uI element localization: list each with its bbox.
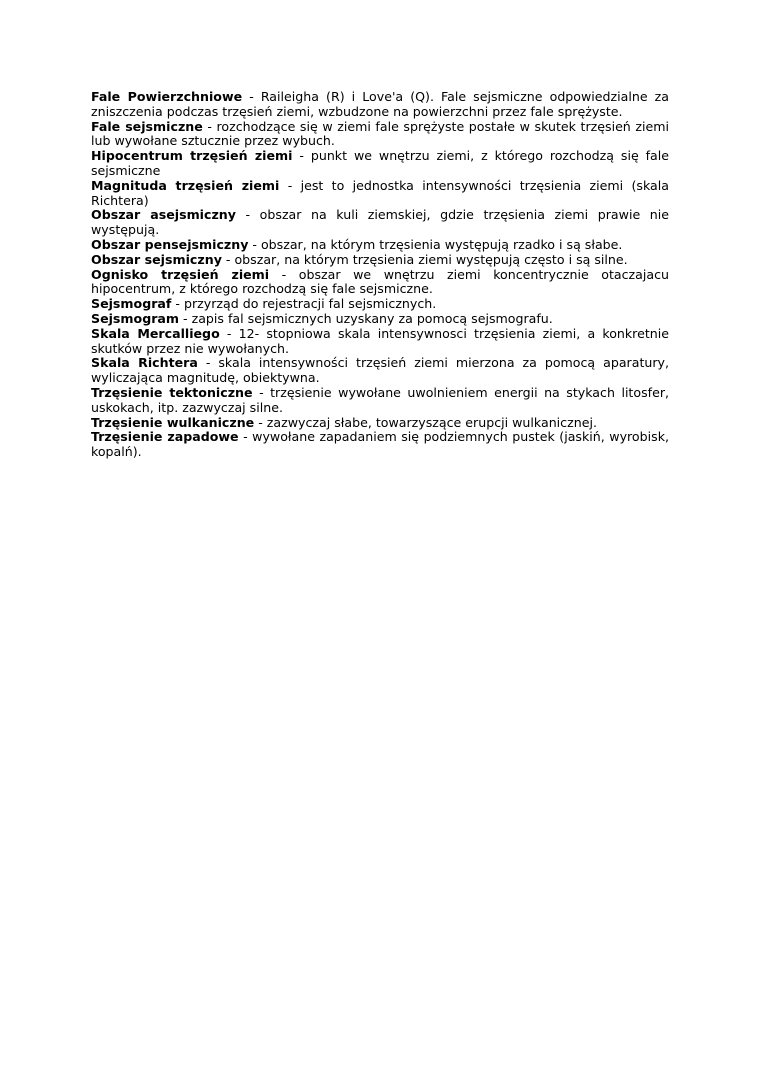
glossary-entry bbox=[91, 238, 669, 253]
glossary-term: Ognisko trzęsień ziemi bbox=[91, 266, 270, 282]
glossary-entry bbox=[91, 120, 669, 150]
glossary-term: Trzęsienie tektoniczne bbox=[91, 384, 253, 400]
glossary-definition: - zazwyczaj słabe, towarzyszące erupcji wulkanicznej. bbox=[254, 414, 597, 430]
glossary-term: Fale sejsmiczne bbox=[91, 118, 203, 134]
glossary-definition: - jest to jednostka intensywności trzęsienia ziemi (skala Richtera) bbox=[91, 177, 669, 208]
glossary-term: Sejsmogram bbox=[91, 310, 180, 326]
glossary-entry bbox=[91, 430, 669, 460]
glossary-term: Skala Mercalliego bbox=[91, 325, 220, 341]
glossary-entry bbox=[91, 90, 669, 120]
glossary-definition: - obszar we wnętrzu ziemi koncentrycznie otaczajacu hipocentrum, z którego rozchodzą się fale sejsmiczne. bbox=[91, 266, 669, 297]
glossary-entry bbox=[91, 253, 669, 268]
glossary-definition: - wywołane zapadaniem się podziemnych pustek (jaskiń, wyrobisk, kopalń). bbox=[91, 429, 669, 460]
glossary-term: Trzęsienie wulkaniczne bbox=[91, 414, 255, 430]
glossary bbox=[91, 90, 669, 460]
glossary-definition: - trzęsienie wywołane uwolnieniem energii na stykach litosfer, uskokach, itp. zazwyczaj silne. bbox=[91, 384, 670, 415]
glossary-definition: - obszar, na którym trzęsienia ziemi występują często i są silne. bbox=[221, 251, 628, 267]
glossary-definition: - 12- stopniowa skala intensywnosci trzęsienia ziemi, a konkretnie skutków przez nie wywołanych. bbox=[91, 325, 669, 356]
glossary-entry bbox=[91, 312, 669, 327]
glossary-definition: - przyrząd do rejestracji fal sejsmicznych. bbox=[171, 296, 437, 312]
glossary-definition: - zapis fal sejsmicznych uzyskany za pomocą sejsmografu. bbox=[179, 310, 553, 326]
glossary-entry bbox=[91, 149, 669, 179]
glossary-entry bbox=[91, 179, 669, 209]
glossary-entry bbox=[91, 268, 669, 298]
glossary-term: Obszar sejsmiczny bbox=[91, 251, 222, 267]
glossary-term: Magnituda trzęsień ziemi bbox=[91, 177, 280, 193]
glossary-term: Obszar pensejsmiczny bbox=[91, 236, 249, 252]
glossary-term: Obszar asejsmiczny bbox=[91, 207, 236, 223]
glossary-entry bbox=[91, 208, 669, 238]
glossary-definition: - obszar, na którym trzęsienia występują rzadko i są słabe. bbox=[248, 236, 623, 252]
glossary-entry bbox=[91, 416, 669, 431]
glossary-definition: - obszar na kuli ziemskiej, gdzie trzęsienia ziemi prawie nie występują. bbox=[91, 207, 669, 238]
glossary-term: Fale Powierzchniowe bbox=[91, 89, 243, 104]
glossary-definition: - skala intensywności trzęsień ziemi mierzona za pomocą aparatury, wyliczająca magnitudę, obiektywna. bbox=[91, 355, 670, 386]
glossary-entry bbox=[91, 356, 669, 386]
glossary-term: Hipocentrum trzęsień ziemi bbox=[91, 148, 293, 164]
glossary-term: Trzęsienie zapadowe bbox=[91, 429, 239, 445]
glossary-entry bbox=[91, 327, 669, 357]
glossary-term: Skala Richtera bbox=[91, 355, 198, 371]
glossary-definition: - punkt we wnętrzu ziemi, z którego rozchodzą się fale sejsmiczne bbox=[91, 148, 669, 178]
glossary-definition: - rozchodzące się w ziemi fale sprężyste postałe w skutek trzęsień ziemi lub wywołane sztucznie przez wybuch. bbox=[91, 118, 670, 149]
glossary-term: Sejsmograf bbox=[91, 296, 172, 312]
glossary-definition: - Raileigha (R) i Love'a (Q). Fale sejsmiczne odpowiedzialne za zniszczenia podczas trzęsień ziemi, wzbudzone na powierzchni przez fale sprężyste. bbox=[91, 89, 670, 119]
glossary-entry bbox=[91, 297, 669, 312]
glossary-entry bbox=[91, 386, 669, 416]
